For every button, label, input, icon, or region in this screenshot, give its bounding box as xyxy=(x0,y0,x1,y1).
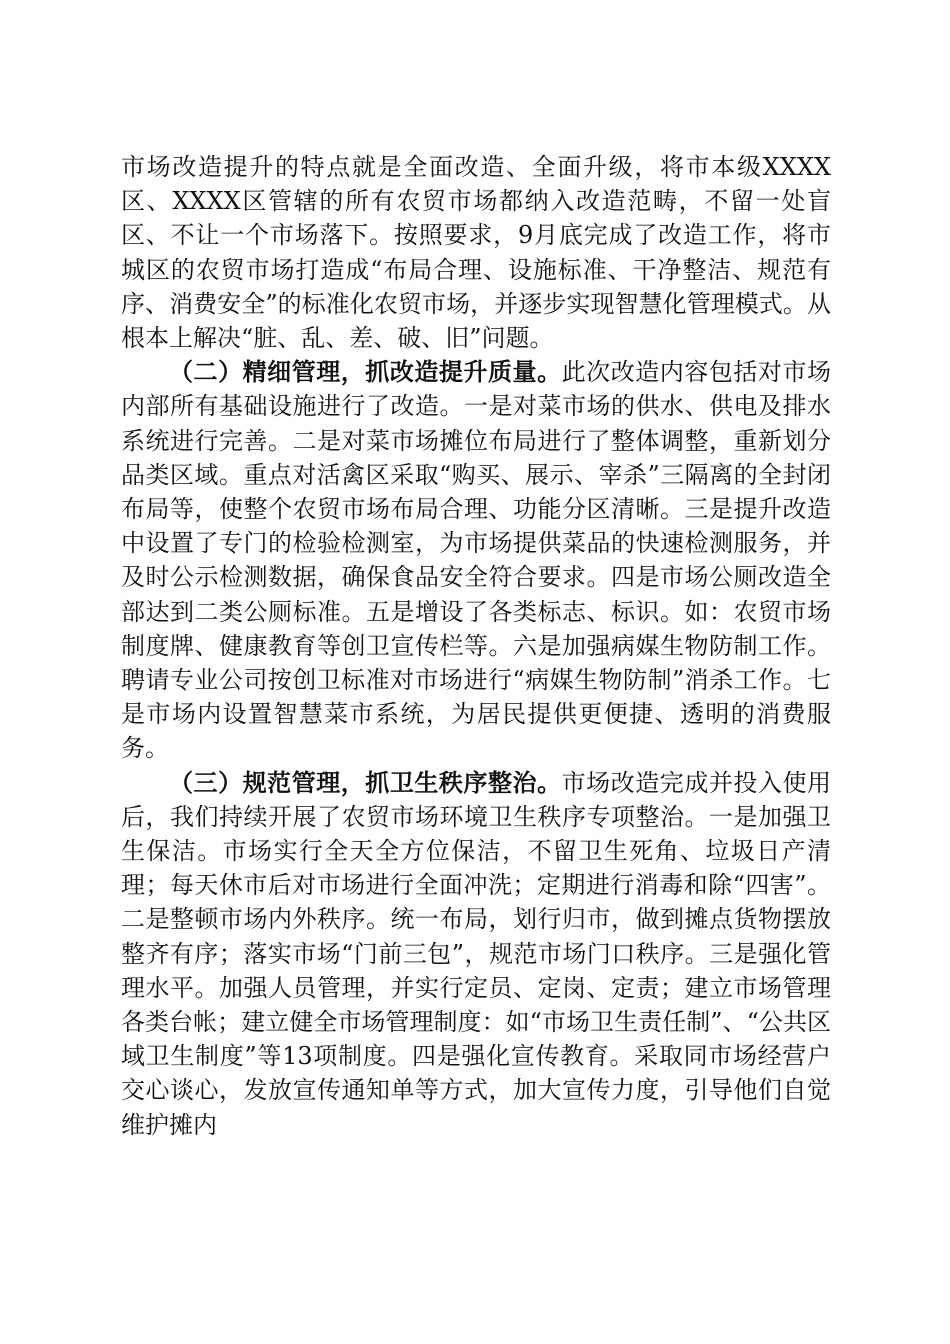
paragraph-market-upgrade-scope xyxy=(121,150,831,355)
document-page xyxy=(121,150,831,1142)
paragraph-body: 市场改造完成并投入使用后，我们持续开展了农贸市场环境卫生秩序专项整治。一是加强卫生保洁。市场实行全天全方位保洁，不留卫生死角、垃圾日产清理；每天休市后对市场进行全面冲洗；定期进行消毒和除“四害”。二是整顿市场内外秩序。统一布局，划行归市，做到摊点货物摆放整齐有序；落实市场“门前三包”，规范市场门口秩序。三是强化管理水平。加强人员管理，并实行定员、定岗、定责；建立市场管理各类台帐；建立健全市场管理制度：如“市场卫生责任制”、“公共区域卫生制度”等13项制度。四是强化宣传教育。采取同市场经营户交心谈心，发放宣传通知单等方式，加大宣传力度，引导他们自觉维护摊内 xyxy=(121,768,832,1139)
paragraph-body: 市场改造提升的特点就是全面改造、全面升级，将市本级XXXX区、XXXX区管辖的所有农贸市场都纳入改造范畴，不留一处盲区、不让一个市场落下。按照要求，9月底完成了改造工作，将市城区的农贸市场打造成“布局合理、设施标准、干净整洁、规范有序、消费安全”的标准化农贸市场，并逐步实现智慧化管理模式。从根本上解决“脏、乱、差、破、旧”问题。 xyxy=(121,153,831,353)
paragraph-fine-management xyxy=(121,355,831,765)
paragraph-heading: （三）规范管理，抓卫生秩序整治。 xyxy=(169,767,562,797)
paragraph-standard-management xyxy=(121,766,831,1142)
paragraph-body: 此次改造内容包括对市场内部所有基础设施进行了改造。一是对菜市场的供水、供电及排水系统进行完善。二是对菜市场摊位布局进行了整体调整，重新划分品类区域。重点对活禽区采取“购买、展示、宰杀”三隔离的全封闭布局等，使整个农贸市场布局合理、功能分区清晰。三是提升改造中设置了专门的检验检测室，为市场提供菜品的快速检测服务，并及时公示检测数据，确保食品安全符合要求。四是市场公厕改造全部达到二类公厕标准。五是增设了各类标志、标识。如：农贸市场制度牌、健康教育等创卫宣传栏等。六是加强病媒生物防制工作。聘请专业公司按创卫标准对市场进行“病媒生物防制”消杀工作。七是市场内设置智慧菜市系统，为居民提供更便捷、透明的消费服务。 xyxy=(121,358,832,763)
paragraph-heading: （二）精细管理，抓改造提升质量。 xyxy=(169,357,562,387)
